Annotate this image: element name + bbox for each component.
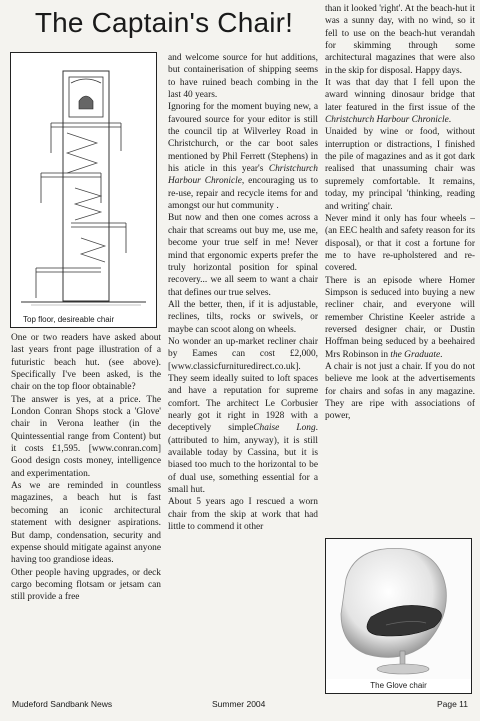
paragraph: But now and then one comes across a chair that screams out buy me, use me, become your true self in me! Never mind that ergonomic experts prefer the truly horizontal position for spinal recovery... we all seem to want a chair that defines our true selves. bbox=[168, 213, 318, 298]
paragraph: The answer is yes, at a price. The London Conran Shops stock a 'Glove' chair in Verona leather (in the Quintessential range from Content) but it costs £1,595. [www.conran.com] Good design costs money, intelligence and experimentation. bbox=[11, 394, 161, 479]
paragraph: Ignoring for the moment buying new, a favoured source for your editor is still the council tip at Wilverley Road in Christchurch, or the car boot sales mentioned by Phil Ferrett (Stephens) in his aticle in this year's Christchurch Harbour Chronicle, encouraging us to re-use, repair and recycle items for and amongst our hut community . bbox=[168, 102, 319, 212]
paragraph: All the better, then, if it is adjustable, reclines, tilts, rocks or swivels, or maybe can scoot along on wheels. bbox=[168, 299, 318, 335]
paragraph: As we are reminded in countless magazines, a beach hut is fast becoming an iconic architectural statement with designer aspirations. But damp, condensation, security and expense should mitigate against anyone having too grandiose ideas. bbox=[11, 481, 161, 566]
paragraph: It was that day that I fell upon the award winning dinosaur bridge that later featured in the first issue of the Christchurch Harbour Chronicle. bbox=[325, 78, 475, 126]
figure-caption-right: The Glove chair bbox=[370, 681, 427, 690]
column-right bbox=[325, 3, 475, 423]
paragraph: Unaided by wine or food, without interruption or distractions, I finished the pile of magazines and as it got dark realised that unassuming chair was supremely comfortable. It remains, today, my principal 'thinking, reading and writing' chair. bbox=[325, 127, 475, 212]
beach-hut-figure bbox=[10, 52, 157, 328]
footer-issue-date: Summer 2004 bbox=[212, 699, 266, 709]
paragraph: than it looked 'right'. At the beach-hut it was a sunny day, with no wind, so it fell to use on the beach-hut verandah for skimming through some architectural magazines that were also in the skip for disposal. Happy days. bbox=[325, 4, 475, 76]
film-title: the Graduate bbox=[390, 349, 441, 360]
paragraph: Never mind it only has four wheels – (an EEC health and safety reason for its disposal), or that it cost a fortune for me to have re-upholstered and re-covered. bbox=[325, 213, 475, 274]
column-left bbox=[11, 332, 161, 604]
article-title: The Captain's Chair! bbox=[34, 7, 294, 38]
footer-publication: Mudeford Sandbank News bbox=[12, 699, 113, 709]
publication-title: Christchurch Harbour Chronicle bbox=[168, 164, 318, 187]
paragraph: About 5 years ago I rescued a worn chair from the skip at work that had little to commend it other bbox=[168, 497, 318, 533]
glove-chair-illustration bbox=[326, 539, 471, 679]
product-title: Chaise Long bbox=[253, 423, 316, 434]
paragraph: One or two readers have asked about last years front page illustration of a futuristic beach hut. (see above). Specifically I've been asked, is the chair on the top floor obtainable? bbox=[11, 333, 161, 393]
figure-caption-left: Top floor, desireable chair bbox=[23, 315, 115, 324]
paragraph: Other people having upgrades, or deck cargo becoming flotsam or jetsam can still provide a free bbox=[11, 567, 161, 603]
paragraph: A chair is not just a chair. If you do not believe me look at the advertisements for chairs and sofas in any magazine. They are ripe with associations of power, bbox=[325, 361, 475, 422]
publication-title: Christchurch Harbour Chronicle bbox=[325, 115, 449, 126]
beach-hut-tower-illustration bbox=[11, 53, 156, 315]
paragraph: and welcome source for hut additions, but containerisation of shipping seems to have ruined beach combing in the last 40 years. bbox=[168, 53, 318, 101]
paragraph: There is an episode where Homer Simpson is seduced into buying a new recliner chair, and everyone will remember Christine Keeler astride a reversed designer chair, or Dustin Hoffman being seduced by a beehaired Mrs Robinson in the Graduate. bbox=[325, 275, 475, 360]
glove-chair-figure bbox=[325, 538, 472, 694]
footer-page-number: Page 11 bbox=[436, 699, 468, 709]
column-middle bbox=[168, 52, 318, 533]
paragraph: No wonder an up-market recliner chair by Eames can cost £2,000, [www.classicfurnituredirect.co.uk]. They seem ideally suited to loft spaces and have a reputation for supreme comfort. The architect Le Corbusier nearly got it right in 1928 with a deceptively simpleChaise Long. (attributed to him, anyway), it is still available today by Cassina, but it is biased too much to the horizontal to be of dual use, something essential for a small hut. bbox=[168, 336, 318, 496]
page-footer bbox=[12, 699, 468, 713]
